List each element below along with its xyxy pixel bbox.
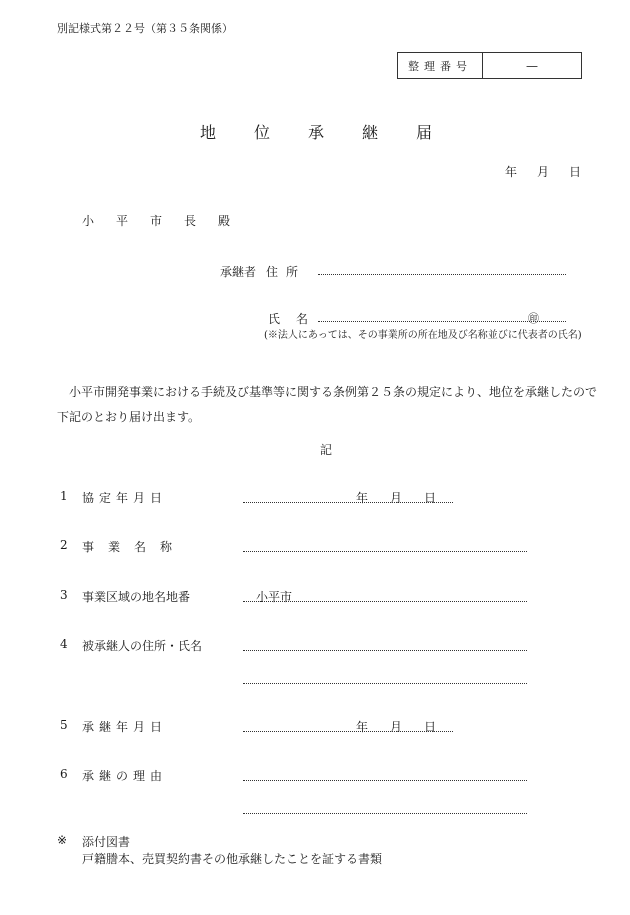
item-label-succession-reason: 承継の理由	[82, 769, 168, 783]
attachment-mark: ※	[57, 833, 68, 847]
date-month: 月	[537, 165, 550, 179]
project-area-city: 小平市	[256, 590, 293, 604]
succession-reason-field-2[interactable]	[243, 813, 527, 814]
address-label: 住所	[266, 265, 307, 279]
ki-heading: 記	[320, 443, 333, 457]
succession-date-ymd	[356, 718, 436, 735]
item-label-project-name: 事業名称	[82, 540, 187, 554]
attachment-description: 戸籍謄本、売買契約書その他承継したことを証する書類	[82, 852, 383, 866]
item-number-5: 5	[60, 718, 68, 732]
corporate-note: (※法人にあっては、その事業所の所在地及び名称並びに代表者の氏名)	[264, 330, 582, 341]
item-label-agreement-date: 協定年月日	[82, 491, 168, 505]
item-number-1: 1	[60, 489, 68, 503]
submission-date[interactable]	[505, 163, 581, 180]
ymd-day: 日	[424, 720, 437, 734]
agreement-date-ymd	[356, 489, 436, 506]
successor-address-label	[220, 263, 306, 280]
date-year: 年	[505, 165, 518, 179]
seal-icon: ㊞	[528, 312, 539, 325]
item-number-3: 3	[60, 588, 68, 602]
item-label-project-area: 事業区域の地名地番	[82, 590, 191, 604]
reg-number-value[interactable]: —	[526, 58, 538, 73]
item-number-2: 2	[60, 538, 68, 552]
successor-label: 承継者	[220, 265, 257, 279]
ymd-month: 月	[390, 720, 403, 734]
ymd-year: 年	[356, 491, 369, 505]
item-label-predecessor: 被承継人の住所・氏名	[82, 639, 203, 653]
ymd-month: 月	[390, 491, 403, 505]
succession-reason-field-1[interactable]	[243, 780, 527, 781]
predecessor-field-1[interactable]	[243, 650, 527, 651]
reg-number-label: 整理番号	[398, 53, 483, 78]
ymd-year: 年	[356, 720, 369, 734]
date-day: 日	[569, 165, 582, 179]
ymd-day: 日	[424, 491, 437, 505]
item-label-succession-date: 承継年月日	[82, 720, 168, 734]
predecessor-field-2[interactable]	[243, 683, 527, 684]
project-name-field[interactable]	[243, 551, 527, 552]
form-code: 別記様式第２２号（第３５条関係）	[57, 22, 233, 35]
item-number-4: 4	[60, 637, 68, 651]
addressee: 小平市長殿	[82, 214, 253, 228]
document-title: 地位承継届	[200, 123, 471, 142]
attachment-title: 添付図書	[82, 835, 131, 849]
body-text: 小平市開発事業における手続及び基準等に関する条例第２５条の規定により、地位を承継したので下記のとおり届け出ます。	[57, 385, 598, 424]
successor-name-label: 氏名	[268, 312, 325, 326]
reg-number-box	[397, 52, 582, 79]
item-number-6: 6	[60, 767, 68, 781]
successor-address-field[interactable]	[318, 274, 566, 275]
